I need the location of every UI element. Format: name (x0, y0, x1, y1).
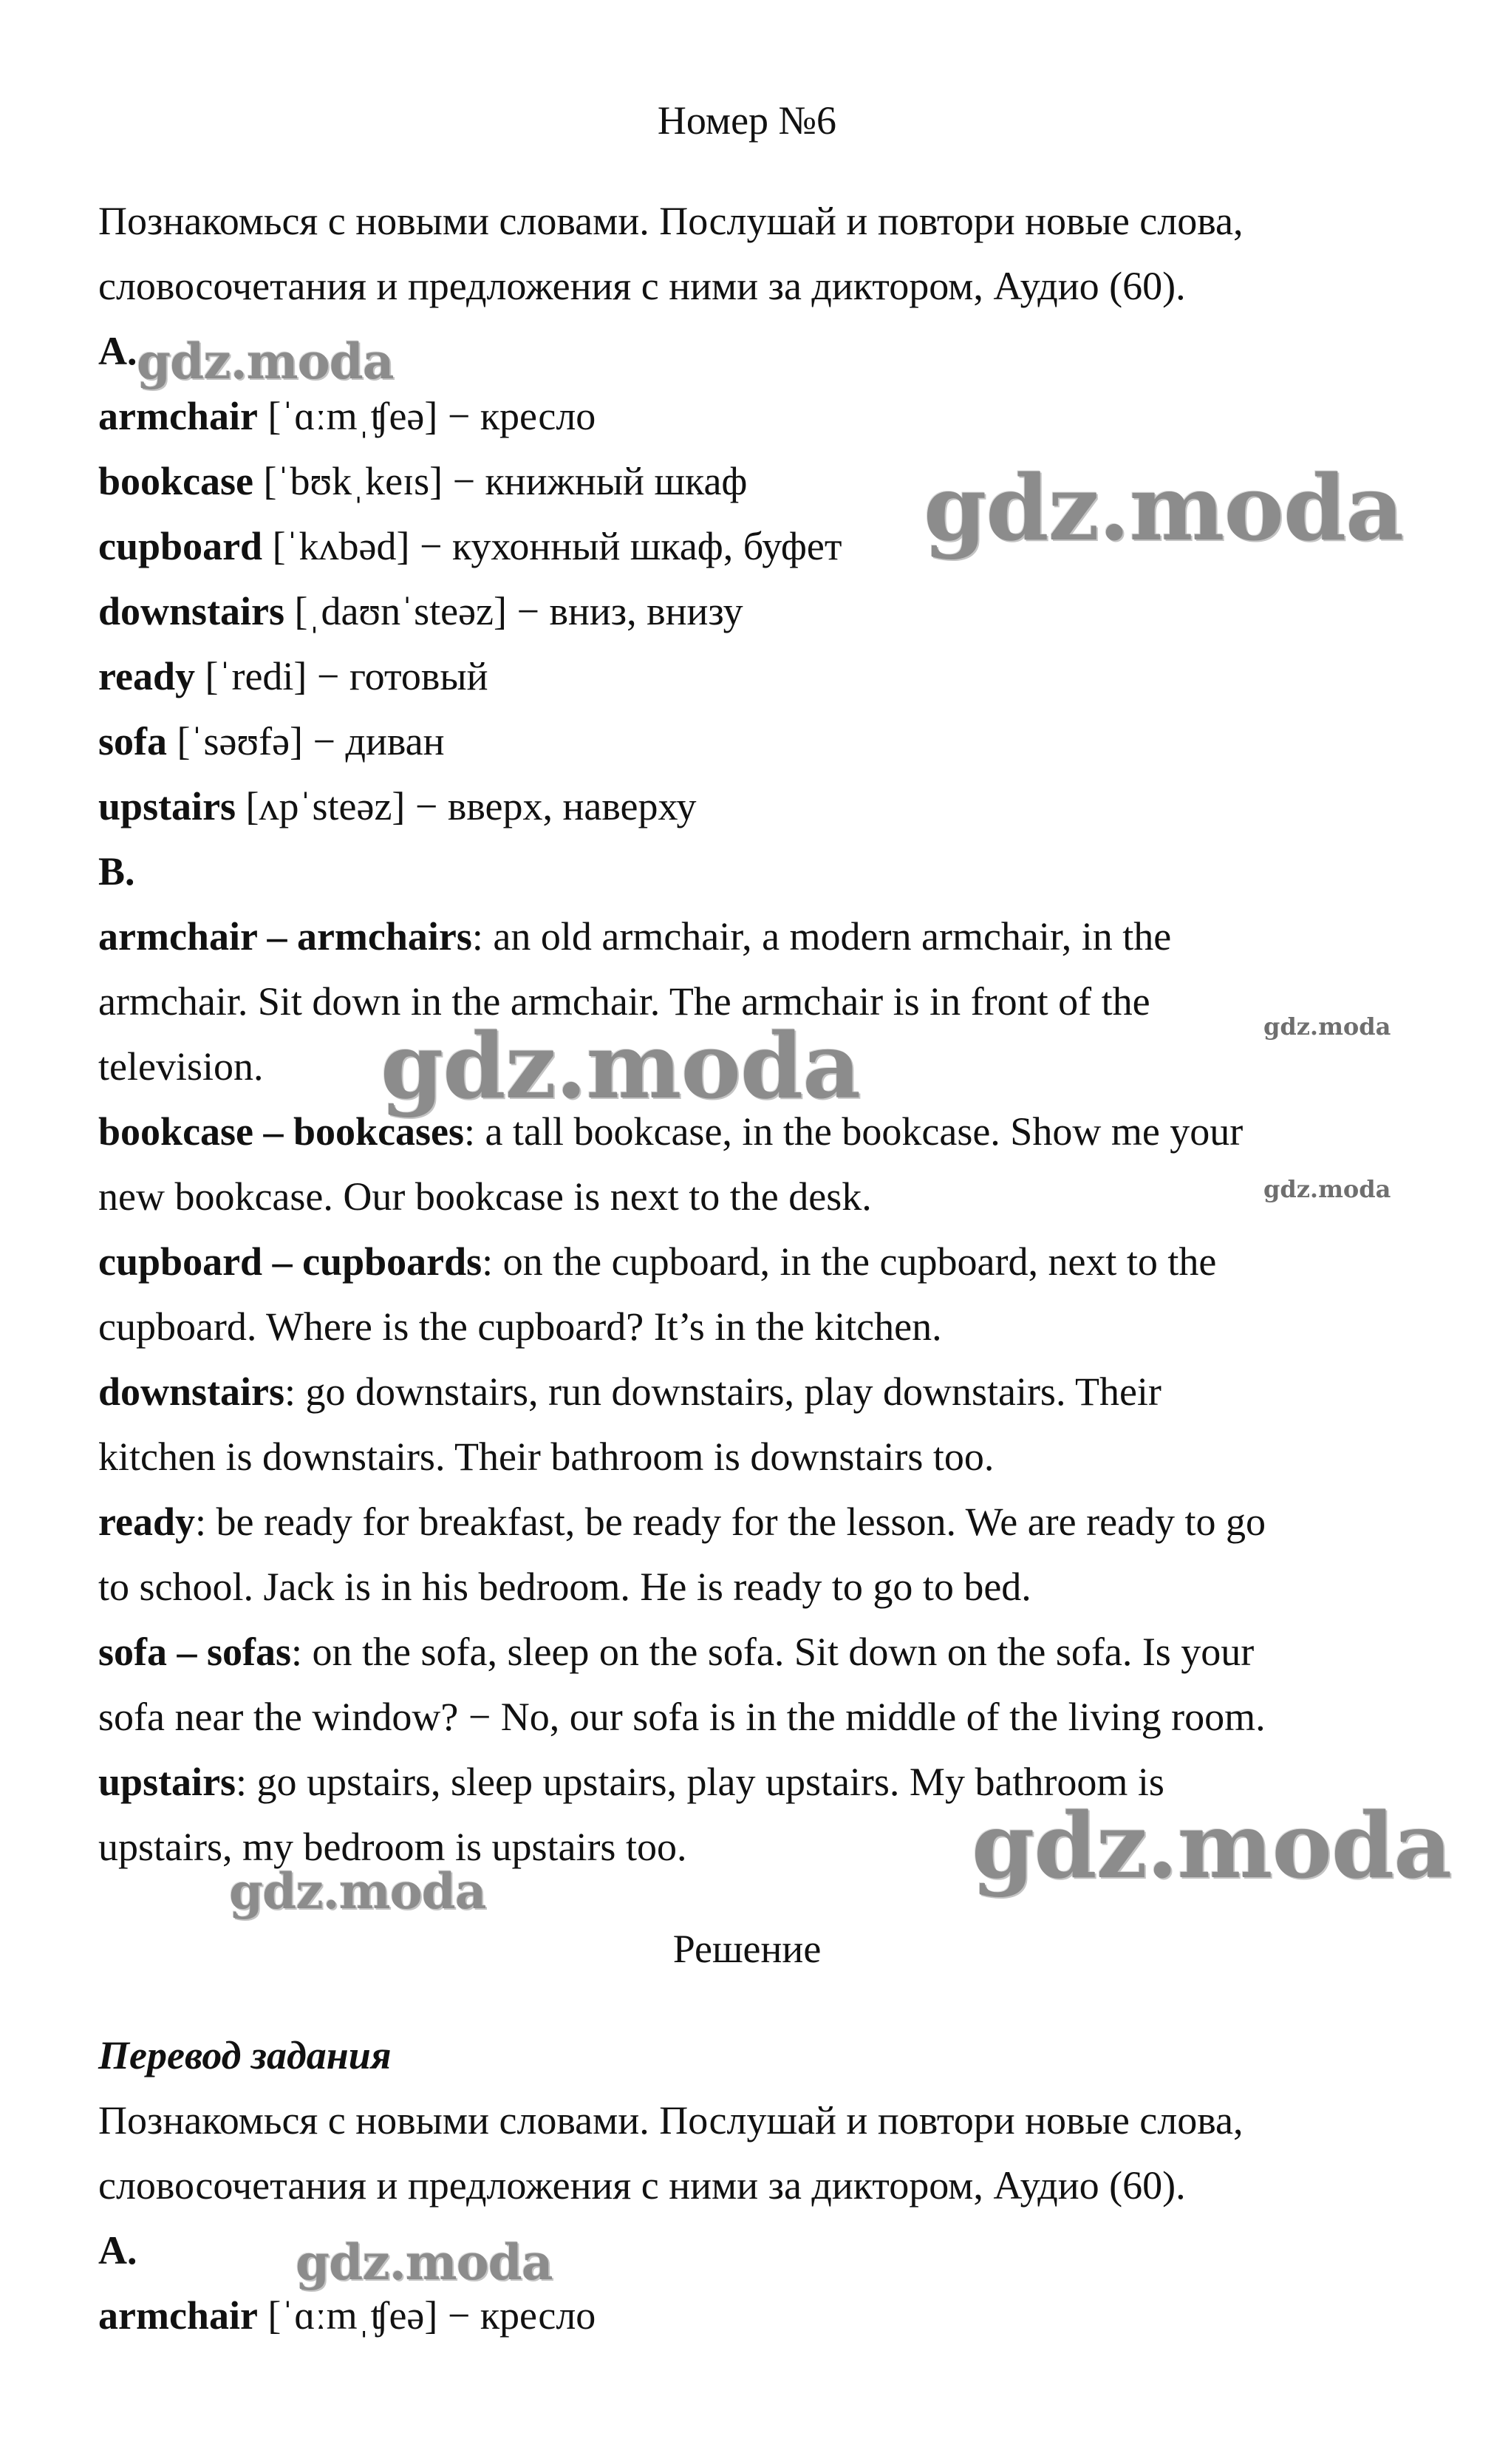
task-instruction-line2: словосочетания и предложения с ними за диктором, Аудио (60). (98, 264, 1186, 308)
entry-line: armchair. Sit down in the armchair. The armchair is in front of the (98, 979, 1150, 1024)
translation-instruction-line2: словосочетания и предложения с ними за диктором, Аудио (60). (98, 2163, 1186, 2208)
watermark: gdz.moda (381, 1013, 861, 1119)
task-instruction-line1: Познакомься с новыми словами. Послушай и повтори новые слова, (98, 199, 1244, 243)
vocab-item: upstairs [ʌpˈsteəz] − вверх, наверху (98, 784, 697, 828)
section-a-label: A. (98, 329, 137, 373)
entry-line: cupboard – cupboards: on the cupboard, in the cupboard, next to the (98, 1239, 1217, 1284)
watermark: gdz.moda (972, 1792, 1452, 1899)
entry-line: cupboard. Where is the cupboard? It’s in the kitchen. (98, 1304, 942, 1349)
entry-line: sofa near the window? − No, our sofa is in the middle of the living room. (98, 1695, 1266, 1739)
entry-line: new bookcase. Our bookcase is next to the desk. (98, 1174, 872, 1219)
entry-line: kitchen is downstairs. Their bathroom is downstairs too. (98, 1435, 995, 1479)
entry-line: upstairs, my bedroom is upstairs too. (98, 1825, 687, 1869)
vocab-item: cupboard [ˈkʌbəd] − кухонный шкаф, буфет (98, 524, 842, 568)
watermark: gdz.moda (924, 455, 1404, 561)
translation-heading: Перевод задания (98, 2033, 392, 2077)
page-title: Номер №6 (657, 98, 837, 143)
vocab-item: armchair [ˈɑːmˌʧeə] − кресло (98, 2293, 596, 2338)
entry-line: armchair – armchairs: an old armchair, a modern armchair, in the (98, 914, 1172, 959)
watermark: gdz.moda (137, 333, 394, 390)
vocab-item: downstairs [ˌdaʊnˈsteəz] − вниз, внизу (98, 589, 743, 633)
vocab-item: armchair [ˈɑːmˌʧeə] − кресло (98, 394, 596, 438)
entry-line: sofa – sofas: on the sofa, sleep on the sofa. Sit down on the sofa. Is your (98, 1630, 1255, 1674)
translation-section-a-label: A. (98, 2228, 137, 2273)
entry-line: television. (98, 1044, 264, 1089)
entry-line: downstairs: go downstairs, run downstairs, play downstairs. Their (98, 1369, 1162, 1414)
entry-line: upstairs: go upstairs, sleep upstairs, play upstairs. My bathroom is (98, 1760, 1164, 1804)
section-b-label: B. (98, 849, 135, 894)
translation-instruction-line1: Познакомься с новыми словами. Послушай и повтори новые слова, (98, 2098, 1244, 2143)
solution-heading: Решение (672, 1927, 822, 1971)
entry-line: ready: be ready for breakfast, be ready for the lesson. We are ready to go (98, 1500, 1266, 1544)
entry-line: bookcase – bookcases: a tall bookcase, in the bookcase. Show me your (98, 1109, 1244, 1154)
entry-line: to school. Jack is in his bedroom. He is ready to go to bed. (98, 1565, 1031, 1609)
watermark: gdz.moda (296, 2233, 553, 2291)
watermark: gdz.moda (1263, 1013, 1391, 1041)
vocab-item: sofa [ˈsəʊfə] − диван (98, 719, 445, 763)
vocab-item: bookcase [ˈbʊkˌkeɪs] − книжный шкаф (98, 459, 748, 503)
watermark: gdz.moda (1263, 1175, 1391, 1203)
vocab-item: ready [ˈredi] − готовый (98, 654, 488, 698)
watermark: gdz.moda (229, 1862, 486, 1920)
